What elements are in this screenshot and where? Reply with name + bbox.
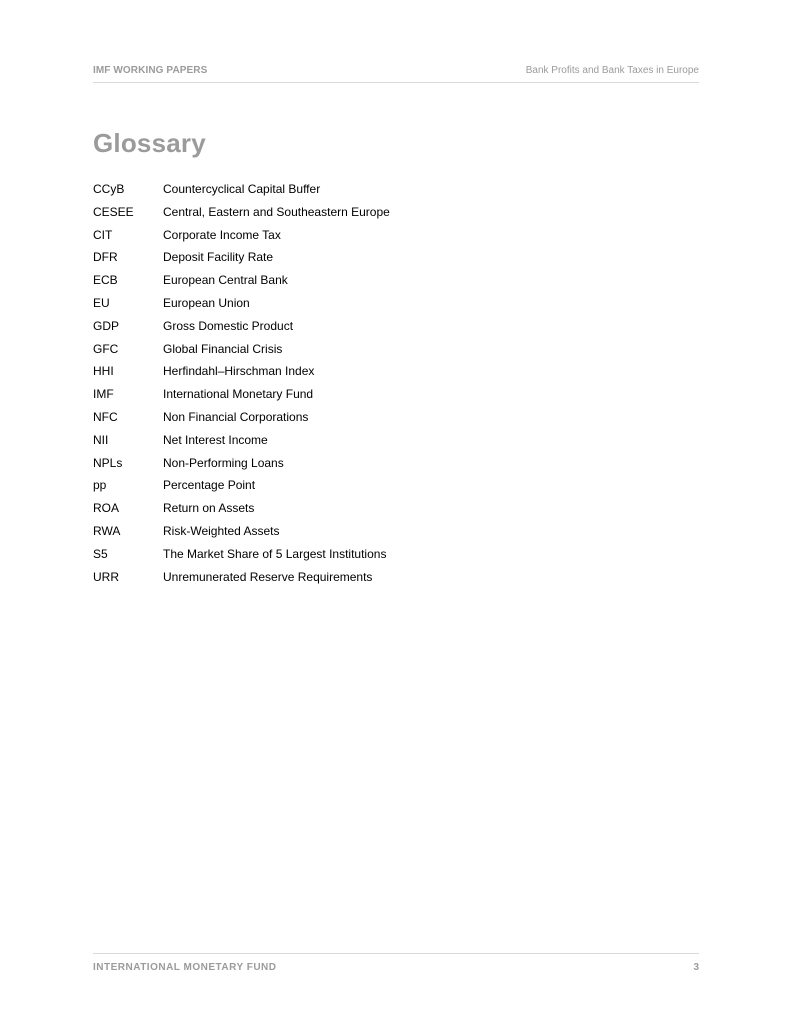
glossary-row bbox=[93, 292, 593, 315]
glossary-definition: Return on Assets bbox=[163, 501, 255, 516]
glossary-row bbox=[93, 246, 593, 269]
glossary-abbreviation: CESEE bbox=[93, 204, 134, 219]
glossary-definition: European Central Bank bbox=[163, 273, 288, 288]
glossary-definition: International Monetary Fund bbox=[163, 387, 314, 402]
glossary-abbreviation: RWA bbox=[93, 523, 121, 538]
glossary-abbreviation: HHI bbox=[93, 364, 114, 379]
glossary-definition: European Union bbox=[163, 295, 250, 310]
glossary-abbreviation: EU bbox=[93, 295, 110, 310]
footer-organization: INTERNATIONAL MONETARY FUND bbox=[93, 962, 277, 973]
glossary-list bbox=[93, 178, 593, 588]
page-title: Glossary bbox=[93, 128, 206, 158]
glossary-abbreviation: GFC bbox=[93, 341, 119, 356]
glossary-definition: Non Financial Corporations bbox=[163, 409, 309, 424]
glossary-abbreviation: URR bbox=[93, 569, 119, 584]
glossary-row bbox=[93, 406, 593, 429]
glossary-definition: Non-Performing Loans bbox=[163, 455, 284, 470]
glossary-row bbox=[93, 497, 593, 520]
glossary-row bbox=[93, 543, 593, 566]
glossary-definition: Risk-Weighted Assets bbox=[163, 523, 280, 538]
glossary-row bbox=[93, 566, 593, 589]
glossary-definition: Global Financial Crisis bbox=[163, 341, 283, 356]
glossary-abbreviation: CCyB bbox=[93, 182, 125, 196]
glossary-definition: Deposit Facility Rate bbox=[163, 250, 274, 265]
glossary-definition: Net Interest Income bbox=[163, 432, 268, 447]
glossary-row bbox=[93, 383, 593, 406]
glossary-row bbox=[93, 520, 593, 543]
header-series-title: IMF WORKING PAPERS bbox=[93, 65, 208, 76]
glossary-row bbox=[93, 338, 593, 361]
glossary-row bbox=[93, 360, 593, 383]
page-footer bbox=[93, 953, 699, 976]
glossary-definition: Unremunerated Reserve Requirements bbox=[163, 569, 373, 584]
glossary-abbreviation: GDP bbox=[93, 318, 120, 333]
glossary-row bbox=[93, 269, 593, 292]
glossary-abbreviation: ECB bbox=[93, 273, 118, 288]
glossary-definition: Gross Domestic Product bbox=[163, 318, 294, 333]
glossary-abbreviation: ROA bbox=[93, 501, 120, 516]
glossary-abbreviation: NPLs bbox=[93, 455, 123, 470]
glossary-definition: The Market Share of 5 Largest Institutions bbox=[163, 546, 387, 561]
glossary-definition: Countercyclical Capital Buffer bbox=[163, 182, 321, 196]
glossary-row bbox=[93, 201, 593, 224]
glossary-row bbox=[93, 452, 593, 475]
page-header bbox=[93, 62, 699, 83]
glossary-abbreviation: S5 bbox=[93, 546, 108, 561]
glossary-definition: Corporate Income Tax bbox=[163, 227, 281, 242]
glossary-row bbox=[93, 315, 593, 338]
glossary-row bbox=[93, 429, 593, 452]
glossary-abbreviation: NFC bbox=[93, 409, 118, 424]
glossary-definition: Percentage Point bbox=[163, 478, 256, 493]
glossary-row bbox=[93, 178, 593, 201]
page-number: 3 bbox=[693, 962, 699, 973]
glossary-row bbox=[93, 224, 593, 247]
glossary-abbreviation: pp bbox=[93, 478, 107, 493]
glossary-row bbox=[93, 474, 593, 497]
glossary-abbreviation: NII bbox=[93, 432, 109, 447]
glossary-definition: Herfindahl–Hirschman Index bbox=[163, 364, 315, 379]
glossary-abbreviation: DFR bbox=[93, 250, 118, 265]
header-paper-title: Bank Profits and Bank Taxes in Europe bbox=[525, 65, 699, 76]
glossary-definition: Central, Eastern and Southeastern Europe bbox=[163, 204, 390, 219]
glossary-abbreviation: IMF bbox=[93, 387, 114, 402]
glossary-abbreviation: CIT bbox=[93, 227, 113, 242]
